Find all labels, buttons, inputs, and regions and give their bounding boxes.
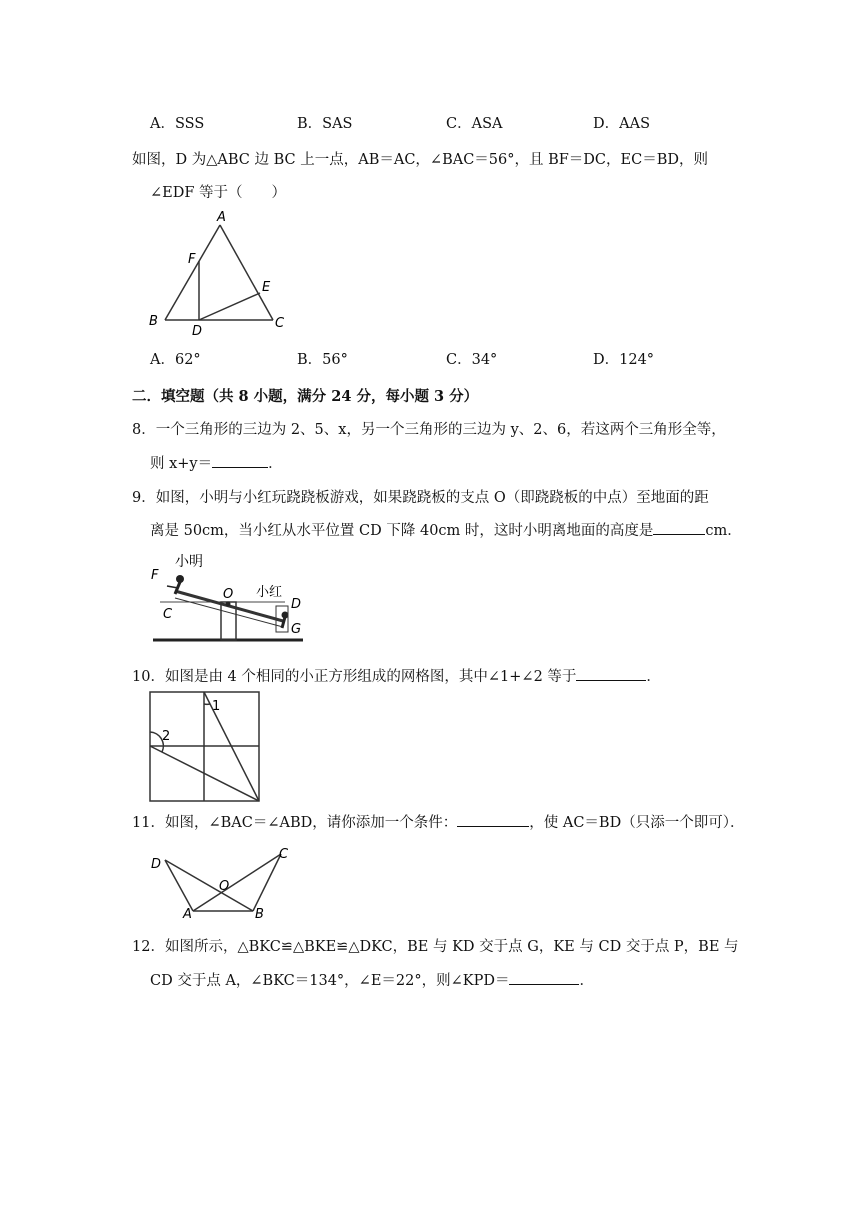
- q7-options: [0, 348, 860, 370]
- q7-option-b: B．56°: [297, 352, 348, 368]
- q9-line-2-post: cm．: [705, 523, 742, 539]
- q9-line-2: [150, 519, 742, 540]
- q9-seesaw-figure: [145, 548, 310, 648]
- q10-answer-blank[interactable]: [576, 666, 646, 681]
- q11-line-post: ，使 AC＝BD（只添一个即可）．: [529, 815, 745, 831]
- q6-option-a: A．SSS: [150, 116, 205, 132]
- q7-option-d: D．124°: [593, 352, 655, 368]
- q7-line-1: 如图，D 为△ABC 边 BC 上一点，AB＝AC，∠BAC＝56°，且 BF＝DC，EC＝BD，则: [132, 152, 708, 168]
- q6-option-d: D．AAS: [593, 116, 651, 132]
- q6-option-c: C．ASA: [446, 116, 503, 132]
- q9-label-xiaoming: 小明: [175, 554, 203, 570]
- q7-edge-ab: [165, 225, 220, 320]
- q9-label-xiaohong: 小红: [256, 585, 283, 600]
- q12-line-2-pre: CD 交于点 A，∠BKC＝134°，∠E＝22°，则∠KPD＝: [150, 973, 510, 989]
- q9-pivot-o: [226, 602, 231, 607]
- q7-label-a: A: [217, 210, 226, 225]
- q9-answer-blank[interactable]: [653, 520, 705, 535]
- q11-answer-blank[interactable]: [457, 812, 529, 827]
- q11-figure: [145, 840, 295, 920]
- q12-line-2-post: ．: [579, 973, 594, 989]
- q7-option-c: C．34°: [446, 352, 498, 368]
- q11-label-o: O: [219, 879, 230, 894]
- q7-label-c: C: [275, 316, 285, 331]
- q9-line-1: 9．如图，小明与小红玩跷跷板游戏，如果跷跷板的支点 O（即跷跷板的中点）至地面的距: [132, 490, 709, 506]
- q10-label-2: 2: [162, 729, 171, 744]
- q10-line-post: ．: [646, 669, 661, 685]
- q10-grid-figure: [148, 690, 262, 804]
- q7-label-d: D: [192, 324, 203, 339]
- q10-label-1: 1: [212, 699, 221, 714]
- q9-label-f: F: [151, 568, 159, 583]
- q12-answer-blank[interactable]: [509, 970, 579, 985]
- q8-line-1: 8．一个三角形的三边为 2、5、x，另一个三角形的三边为 y、2、6，若这两个三角形全等，: [132, 422, 726, 438]
- q9-label-o: O: [223, 587, 234, 602]
- q7-triangle-figure: [140, 205, 300, 340]
- q11-label-d: D: [151, 857, 162, 872]
- q9-label-c: C: [163, 607, 173, 622]
- q11-line: [132, 811, 744, 832]
- q11-label-c: C: [279, 847, 289, 862]
- q7-label-b: B: [149, 314, 158, 329]
- section-2-title: 二．填空题（共 8 小题，满分 24 分，每小题 3 分）: [132, 388, 479, 405]
- q11-line-pre: 11．如图，∠BAC＝∠ABD，请你添加一个条件：: [132, 815, 458, 831]
- q7-label-e: E: [262, 280, 271, 295]
- q10-line-pre: 10．如图是由 4 个相同的小正方形组成的网格图，其中∠1+∠2 等于: [132, 669, 577, 685]
- q7-option-a: A．62°: [150, 352, 201, 368]
- q8-line-2: [150, 452, 283, 473]
- q6-option-b: B．SAS: [297, 116, 353, 132]
- q8-answer-blank[interactable]: [212, 453, 268, 468]
- q9-xiaohong-body: [282, 617, 285, 628]
- q7-segment-de: [199, 293, 260, 320]
- q11-label-a: A: [183, 907, 192, 920]
- q12-line-2: [150, 969, 594, 990]
- q9-label-d: D: [291, 597, 302, 612]
- q11-label-b: B: [255, 907, 264, 920]
- q6-options: [0, 112, 860, 134]
- q9-line-2-pre: 离是 50cm，当小红从水平位置 CD 下降 40cm 时，这时小明离地面的高度是: [150, 523, 654, 539]
- q7-label-f: F: [188, 252, 196, 267]
- q9-label-g: G: [291, 622, 302, 637]
- q12-line-1: 12．如图所示，△BKC≌△BKE≌△DKC，BE 与 KD 交于点 G，KE 与 CD 交于点 P，BE 与: [132, 939, 739, 955]
- q10-line: [132, 665, 661, 686]
- q9-xiaoming-head: [176, 575, 184, 583]
- q8-line-2-post: ．: [268, 456, 283, 472]
- q7-edge-ac: [220, 225, 273, 320]
- q7-line-2: ∠EDF 等于（ ）: [150, 185, 287, 201]
- q8-line-2-pre: 则 x+y＝: [150, 456, 213, 472]
